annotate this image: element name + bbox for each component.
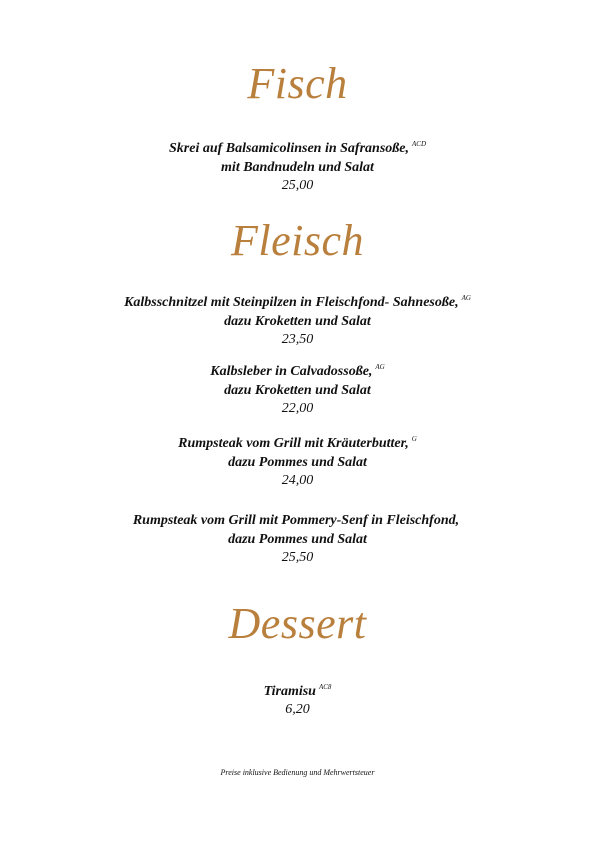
dish-price: 22,00	[281, 401, 314, 416]
allergen-codes: AG	[375, 363, 385, 371]
dish-price: 6,20	[285, 702, 310, 717]
dish-name-text: Rumpsteak vom Grill mit Kräuterbutter,	[178, 436, 409, 451]
dish-side: dazu Pommes und Salat	[228, 455, 367, 470]
dish-side: dazu Kroketten und Salat	[224, 383, 371, 398]
menu-item-skrei	[0, 135, 595, 195]
dish-side: dazu Kroketten und Salat	[224, 314, 371, 329]
dish-name-text: Rumpsteak vom Grill mit Pommery-Senf in Fleischfond,	[132, 513, 460, 528]
dish-name-text: Kalbsleber in Calvadossoße,	[210, 364, 373, 379]
dish-name	[0, 358, 595, 381]
section-title-fleisch: Fleisch	[230, 216, 364, 265]
section-title-dessert: Dessert	[228, 599, 367, 648]
dish-name	[0, 430, 595, 453]
dish-name	[0, 678, 595, 701]
allergen-codes: G	[411, 435, 417, 443]
dish-name	[0, 135, 595, 158]
section-title-fisch: Fisch	[247, 59, 348, 108]
dish-price: 23,50	[281, 332, 314, 347]
menu-item-rumpsteak-pommery	[0, 507, 595, 567]
dish-name	[0, 507, 595, 530]
dish-price: 25,00	[281, 178, 314, 193]
allergen-codes: AG	[461, 294, 471, 302]
dish-side: dazu Pommes und Salat	[228, 532, 367, 547]
dish-price: 24,00	[281, 473, 314, 488]
dish-name-text: Tiramisu	[263, 684, 316, 699]
menu-item-rumpsteak-kraeuterbutter	[0, 430, 595, 490]
dish-price: 25,50	[281, 550, 314, 565]
dish-name	[0, 289, 595, 312]
allergen-codes: ACD	[412, 140, 426, 148]
menu-item-kalbsschnitzel	[0, 289, 595, 349]
price-note-footer: Preise inklusive Bedienung und Mehrwertsteuer	[220, 768, 375, 777]
menu-item-kalbsleber	[0, 358, 595, 418]
dish-name-text: Skrei auf Balsamicolinsen in Safransoße,	[169, 141, 409, 156]
menu-item-tiramisu	[0, 678, 595, 719]
dish-name-text: Kalbsschnitzel mit Steinpilzen in Fleischfond- Sahnesoße,	[124, 295, 459, 310]
dish-side: mit Bandnudeln und Salat	[221, 160, 374, 175]
allergen-codes: AC8	[318, 683, 332, 691]
